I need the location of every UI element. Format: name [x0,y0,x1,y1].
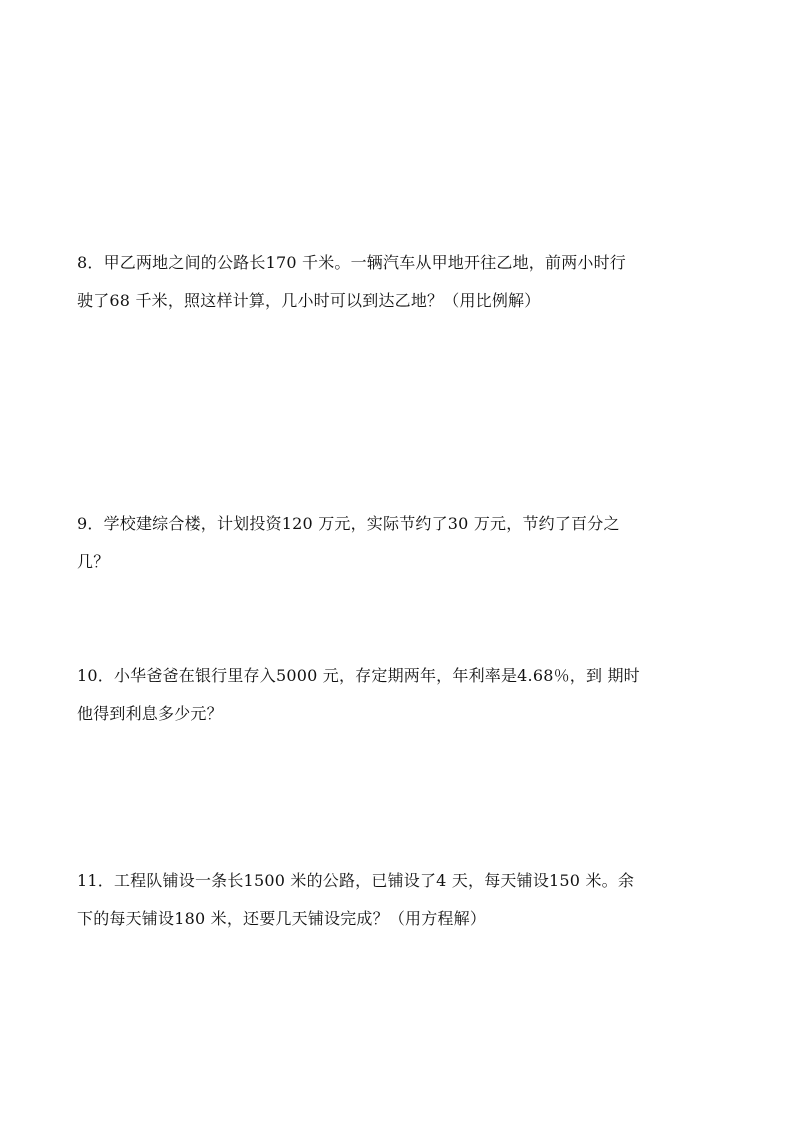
problem-9-line-2: 几？ [77,552,110,571]
problem-11-line-2: 下的每天铺设180 米，还要几天铺设完成？（用方程解） [77,909,487,928]
problem-9-line-1: 9．学校建综合楼，计划投资120 万元，实际节约了30 万元，节约了百分之 [77,514,620,533]
problem-8-line-1: 8．甲乙两地之间的公路长170 千米。一辆汽车从甲地开往乙地，前两小时行 [77,253,627,272]
problem-11 [77,862,727,938]
problem-8-line-2: 驶了68 千米，照这样计算，几小时可以到达乙地？（用比例解） [77,291,541,310]
problem-10 [77,657,727,733]
problem-9 [77,505,727,581]
problem-10-line-2: 他得到利息多少元？ [77,704,223,723]
problem-8 [77,244,727,320]
problem-10-line-1: 10．小华爸爸在银行里存入5000 元，存定期两年，年利率是4.68％，到 期时 [77,666,640,685]
problem-11-line-1: 11．工程队铺设一条长1500 米的公路，已铺设了4 天，每天铺设150 米。余 [77,871,635,890]
